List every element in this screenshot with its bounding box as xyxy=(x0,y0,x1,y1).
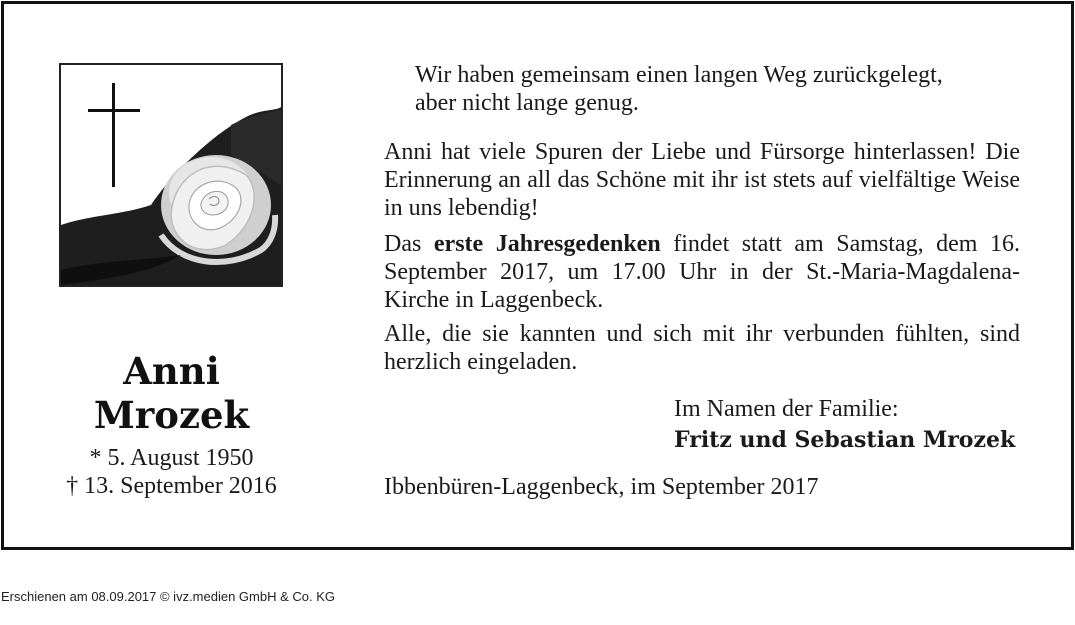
family-intro: Im Namen der Familie: xyxy=(674,396,899,422)
death-date: † 13. September 2016 xyxy=(66,473,277,499)
memorial-prefix: Das xyxy=(384,231,422,257)
cross-rose-image xyxy=(59,63,283,287)
memorial-service-paragraph xyxy=(384,230,1020,314)
invitation-paragraph: Alle, die sie kannten und sich mit ihr verbunden fühlten, sind herzlich eingeladen. xyxy=(384,321,1020,375)
memorial-details: findet statt am Samstag, dem 16. September 2017, um 17.00 Uhr in der St.-Maria-Magdalena-Kirche in Laggenbeck. xyxy=(384,231,1021,313)
cross-and-rose-icon xyxy=(61,65,281,285)
deceased-last-name: Mrozek xyxy=(93,393,250,437)
motto-line-1: Wir haben gemeinsam einen langen Weg zurückgelegt, xyxy=(415,62,943,88)
motto-line-2: aber nicht lange genug. xyxy=(415,90,639,116)
memorial-highlight: erste Jahresgedenken xyxy=(433,231,661,257)
remembrance-paragraph: Anni hat viele Spuren der Liebe und Fürsorge hinterlassen! Die Erinnerung an all das Schöne mit ihr ist stets auf vielfältige Weise in uns lebendig! xyxy=(384,139,1020,221)
publication-footer: Erschienen am 08.09.2017 © ivz.medien GmbH & Co. KG xyxy=(1,589,336,604)
family-signature: Fritz und Sebastian Mrozek xyxy=(674,427,1016,453)
birth-date: * 5. August 1950 xyxy=(89,445,254,471)
motto xyxy=(415,61,1025,117)
deceased-first-name: Anni xyxy=(123,349,220,393)
obituary-notice xyxy=(1,1,1074,550)
place-and-date: Ibbenbüren-Laggenbeck, im September 2017 xyxy=(384,474,819,500)
